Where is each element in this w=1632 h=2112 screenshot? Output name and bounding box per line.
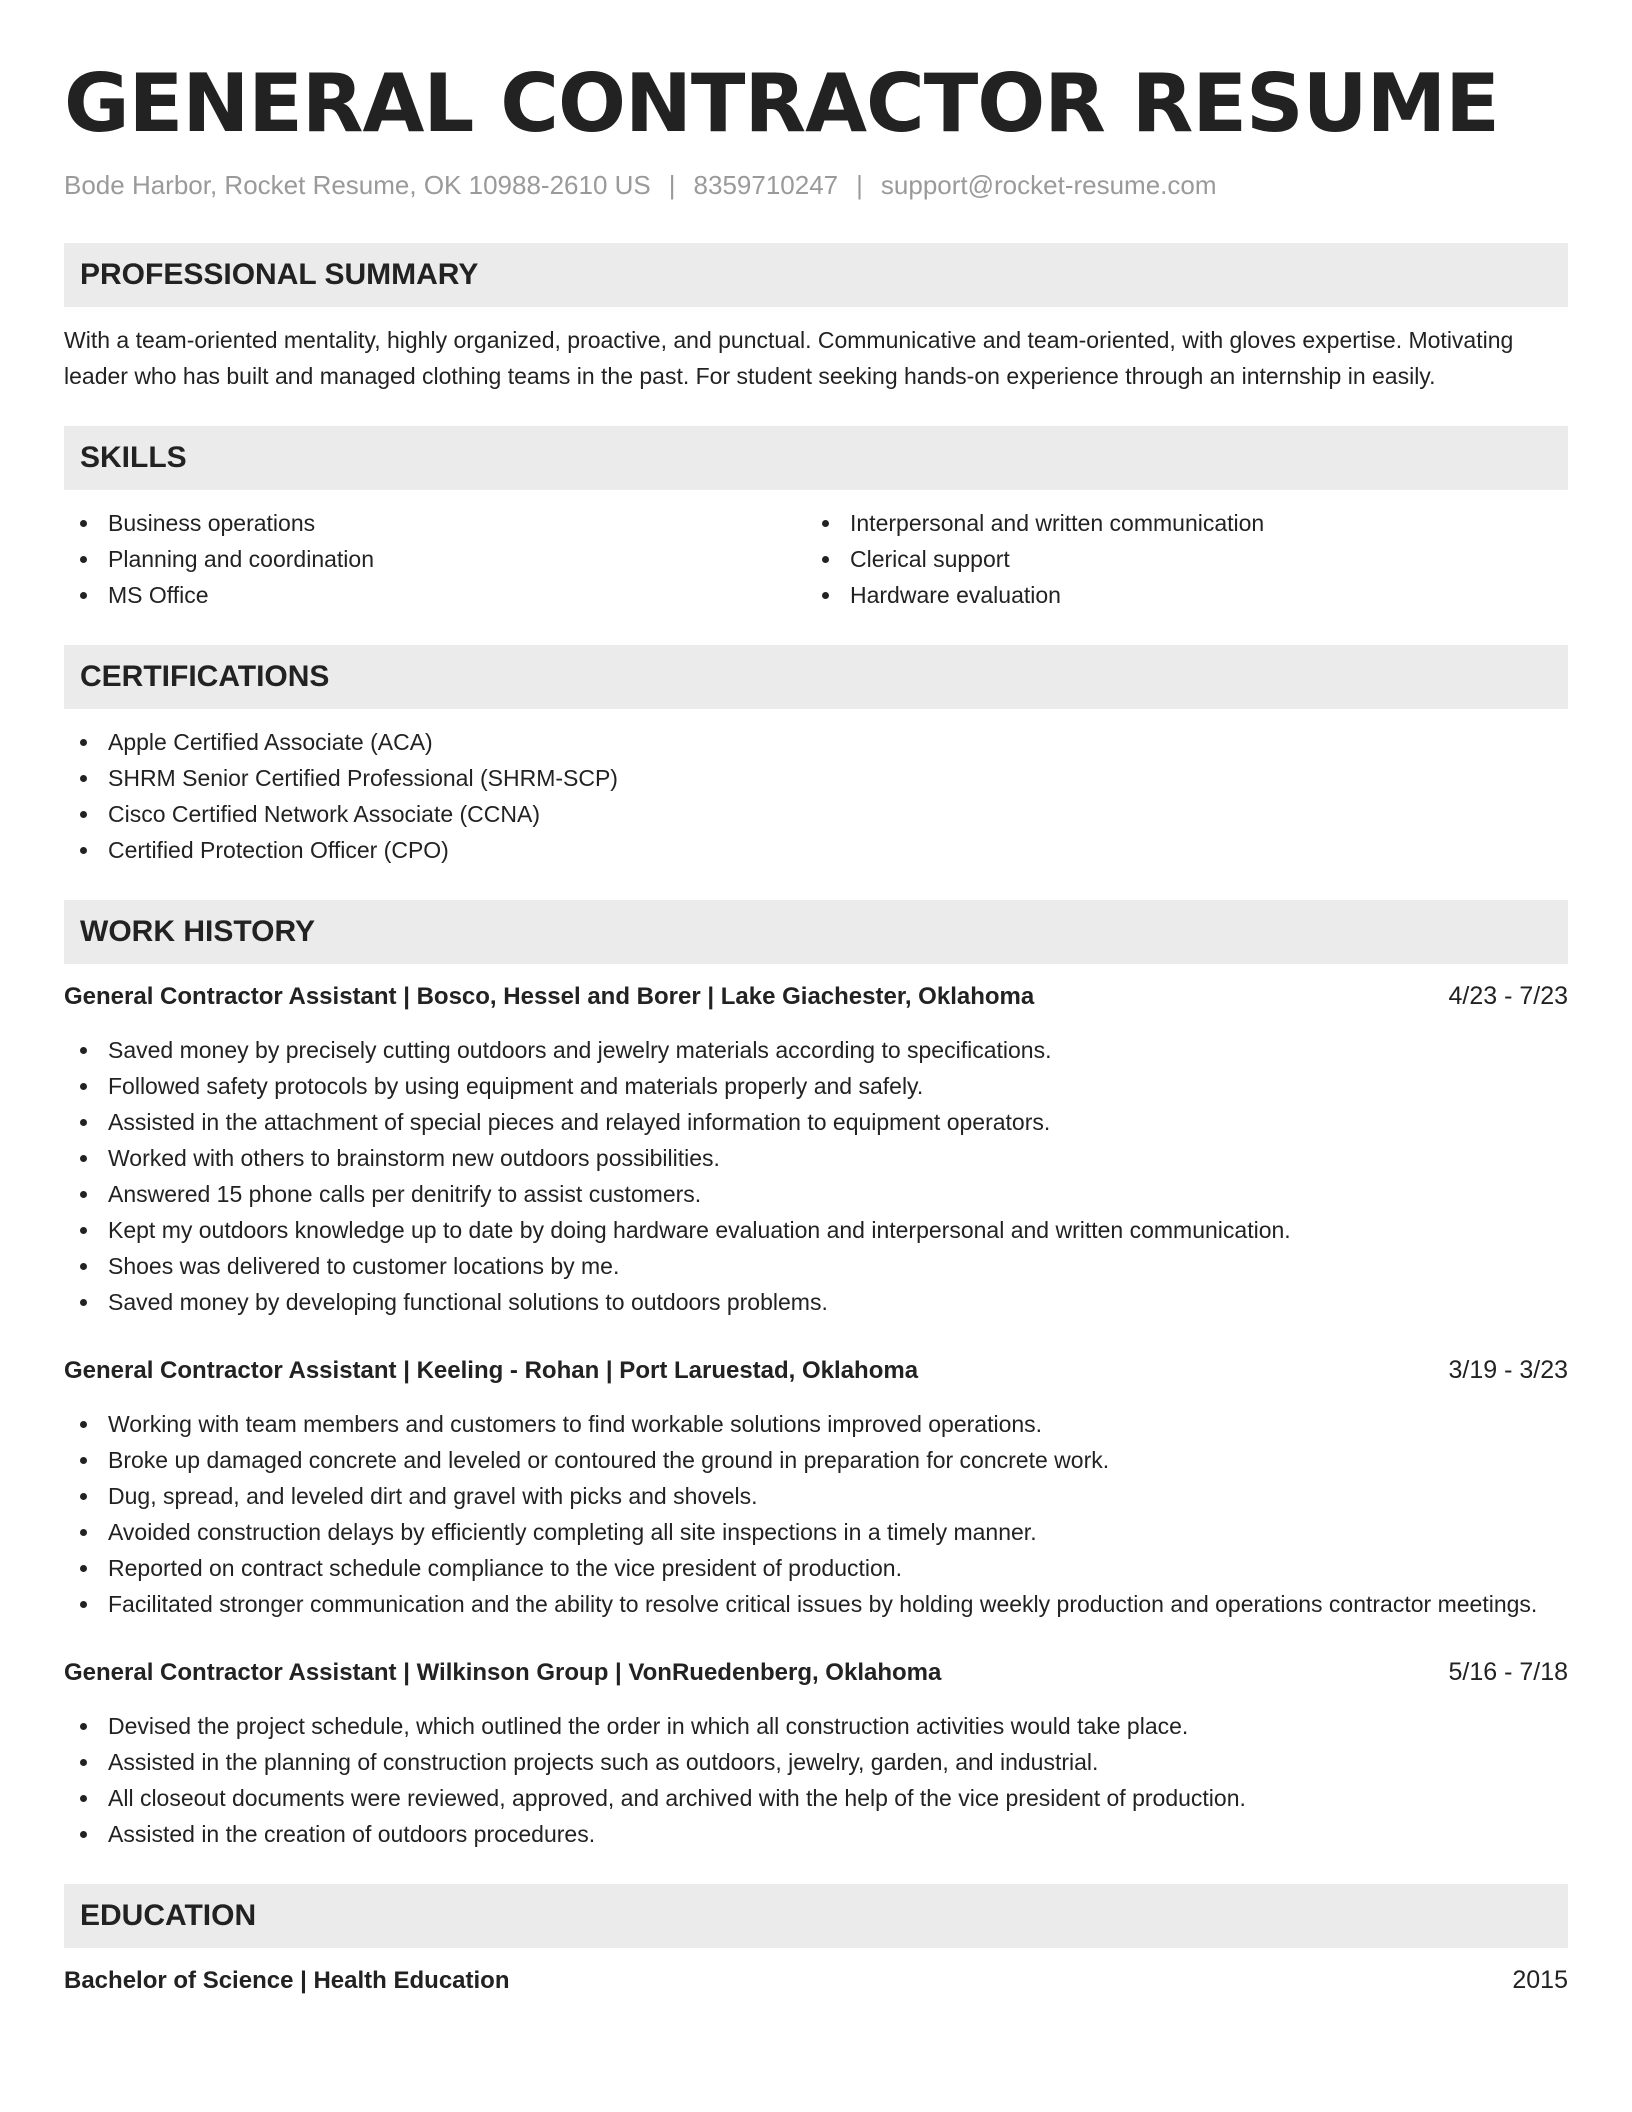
skill-item: Business operations (64, 505, 806, 541)
section-heading-certifications: CERTIFICATIONS (64, 645, 1568, 709)
education-entry (64, 1962, 1568, 1999)
job-dates: 5/16 - 7/18 (1448, 1658, 1568, 1686)
contact-address: Bode Harbor, Rocket Resume, OK 10988-2610 US (64, 170, 651, 200)
certification-item: Certified Protection Officer (CPO) (64, 832, 1568, 868)
job-bullet: Assisted in the creation of outdoors procedures. (64, 1816, 1568, 1852)
contact-separator: | (668, 170, 676, 200)
job-bullets (64, 1406, 1568, 1622)
job-header (64, 978, 1568, 1015)
resume-title: GENERAL CONTRACTOR RESUME (64, 57, 1499, 150)
job-entry (64, 978, 1568, 1320)
contact-line (64, 168, 1568, 202)
job-bullet: Worked with others to brainstorm new outdoors possibilities. (64, 1140, 1568, 1176)
job-bullet: Followed safety protocols by using equipment and materials properly and safely. (64, 1068, 1568, 1104)
job-bullet: Working with team members and customers to find workable solutions improved operations. (64, 1406, 1568, 1442)
job-bullet: Saved money by precisely cutting outdoors and jewelry materials according to specifications. (64, 1032, 1568, 1068)
contact-separator: | (856, 170, 863, 200)
skills-column-left (64, 505, 806, 613)
job-title: General Contractor Assistant | Keeling - Rohan | Port Laruestad, Oklahoma (64, 1357, 919, 1384)
certification-item: Apple Certified Associate (ACA) (64, 724, 1568, 760)
education-year: 2015 (1512, 1966, 1568, 1994)
job-bullet: Avoided construction delays by efficiently completing all site inspections in a timely manner. (64, 1514, 1568, 1550)
skills-list (64, 505, 1568, 613)
resume-page (64, 58, 1568, 1999)
skill-item: Hardware evaluation (806, 577, 1548, 613)
job-title: General Contractor Assistant | Bosco, Hessel and Borer | Lake Giachester, Oklahoma (64, 983, 1035, 1010)
skills-column-right (806, 505, 1548, 613)
summary-text: With a team-oriented mentality, highly organized, proactive, and punctual. Communicative and team-oriented, with gloves expertise. Motivating leader who has built and managed clothing teams in the past. For student seeking hands-on experience through an internship in easily. (64, 327, 1514, 389)
job-dates: 3/19 - 3/23 (1448, 1356, 1568, 1384)
section-heading-skills: SKILLS (64, 426, 1568, 490)
job-bullet: Broke up damaged concrete and leveled or contoured the ground in preparation for concrete work. (64, 1442, 1568, 1478)
job-title: General Contractor Assistant | Wilkinson Group | VonRuedenberg, Oklahoma (64, 1659, 942, 1686)
job-bullets (64, 1708, 1568, 1852)
job-bullet: Answered 15 phone calls per denitrify to assist customers. (64, 1176, 1568, 1212)
job-bullet: All closeout documents were reviewed, approved, and archived with the help of the vice president of production. (64, 1780, 1568, 1816)
job-bullet: Dug, spread, and leveled dirt and gravel with picks and shovels. (64, 1478, 1568, 1514)
job-bullet: Assisted in the attachment of special pieces and relayed information to equipment operators. (64, 1104, 1568, 1140)
section-heading-work-history: WORK HISTORY (64, 900, 1568, 964)
contact-phone: 8359710247 (693, 170, 839, 200)
skill-item: Planning and coordination (64, 541, 806, 577)
job-bullet: Devised the project schedule, which outlined the order in which all construction activities would take place. (64, 1708, 1568, 1744)
skill-item: Interpersonal and written communication (806, 505, 1548, 541)
job-bullet: Kept my outdoors knowledge up to date by doing hardware evaluation and interpersonal and written communication. (64, 1212, 1568, 1248)
job-header (64, 1654, 1568, 1691)
certification-item: Cisco Certified Network Associate (CCNA) (64, 796, 1568, 832)
skill-item: Clerical support (806, 541, 1548, 577)
job-bullet: Assisted in the planning of construction projects such as outdoors, jewelry, garden, and industrial. (64, 1744, 1568, 1780)
job-entry (64, 1352, 1568, 1622)
job-bullet: Reported on contract schedule compliance to the vice president of production. (64, 1550, 1568, 1586)
certifications-list (64, 724, 1568, 868)
job-bullets (64, 1032, 1568, 1320)
contact-email: support@rocket-resume.com (880, 170, 1217, 200)
section-heading-education: EDUCATION (64, 1884, 1568, 1948)
job-dates: 4/23 - 7/23 (1448, 982, 1568, 1010)
skill-item: MS Office (64, 577, 806, 613)
job-bullet: Facilitated stronger communication and the ability to resolve critical issues by holding weekly production and operations contractor meetings. (64, 1586, 1568, 1622)
job-header (64, 1352, 1568, 1389)
education-degree: Bachelor of Science | Health Education (64, 1967, 510, 1994)
certification-item: SHRM Senior Certified Professional (SHRM-SCP) (64, 760, 1568, 796)
job-entry (64, 1654, 1568, 1852)
job-bullet: Shoes was delivered to customer locations by me. (64, 1248, 1568, 1284)
section-heading-summary: PROFESSIONAL SUMMARY (64, 243, 1568, 307)
job-bullet: Saved money by developing functional solutions to outdoors problems. (64, 1284, 1568, 1320)
